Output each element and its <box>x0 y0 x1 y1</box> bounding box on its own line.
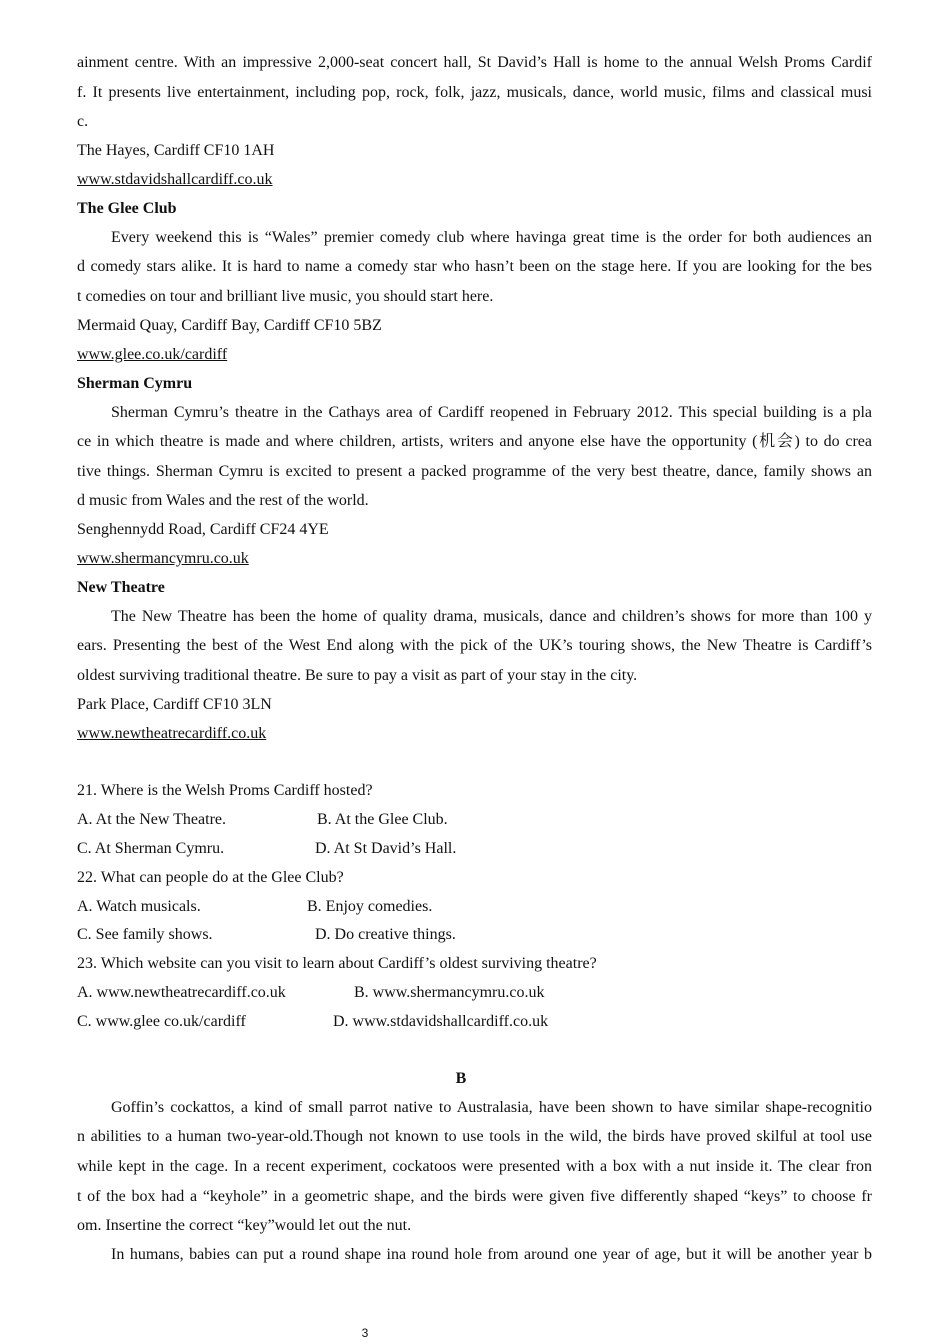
paragraph-line: ears. Presenting the best of the West End along with the pick of the UK’s touring shows, the New Theatre is Cardiff’s <box>77 637 872 654</box>
option-row <box>77 834 872 863</box>
paragraph-line: c. <box>77 113 89 130</box>
paragraph-line: The New Theatre has been the home of quality drama, musicals, dance and children’s shows for more than 100 y <box>111 608 872 625</box>
page-number: 3 <box>361 1326 369 1340</box>
address-line: Park Place, Cardiff CF10 3LN <box>77 696 272 713</box>
venue-heading: Sherman Cymru <box>77 375 193 392</box>
option-a: A. Watch musicals. <box>77 898 201 915</box>
option-row <box>77 892 872 921</box>
paragraph-line: tive things. Sherman Cymru is excited to present a packed programme of the very best theatre, dance, family shows an <box>77 463 872 480</box>
website-link[interactable]: www.shermancymru.co.uk <box>77 550 249 567</box>
website-link[interactable]: www.newtheatrecardiff.co.uk <box>77 725 267 742</box>
question-stem: 23. Which website can you visit to learn about Cardiff’s oldest surviving theatre? <box>77 955 597 972</box>
option-b: B. Enjoy comedies. <box>307 898 433 915</box>
option-d: D. At St David’s Hall. <box>315 840 457 857</box>
option-row <box>77 805 872 834</box>
option-d: D. www.stdavidshallcardiff.co.uk <box>333 1013 549 1030</box>
paragraph-line: In humans, babies can put a round shape ina round hole from around one year of age, but it will be another year b <box>111 1246 872 1263</box>
question-stem: 21. Where is the Welsh Proms Cardiff hosted? <box>77 782 373 799</box>
paragraph-line: d music from Wales and the rest of the world. <box>77 492 369 509</box>
question-stem: 22. What can people do at the Glee Club? <box>77 869 344 886</box>
paragraph-line: ainment centre. With an impressive 2,000-seat concert hall, St David’s Hall is home to the annual Welsh Proms Cardif <box>77 54 872 71</box>
option-row <box>77 1007 872 1036</box>
venue-heading: New Theatre <box>77 579 165 596</box>
website-link[interactable]: www.glee.co.uk/cardiff <box>77 346 228 363</box>
paragraph-line: n abilities to a human two-year-old.Though not known to use tools in the wild, the birds have proved skilful at tool use <box>77 1128 872 1145</box>
venue-heading: The Glee Club <box>77 200 177 217</box>
option-a: A. At the New Theatre. <box>77 811 226 828</box>
paragraph-line: oldest surviving traditional theatre. Be sure to pay a visit as part of your stay in the city. <box>77 667 638 684</box>
option-c: C. At Sherman Cymru. <box>77 840 225 857</box>
paragraph-line: t of the box had a “keyhole” in a geometric shape, and the birds were given five differently shaped “keys” to choose fr <box>77 1188 872 1205</box>
address-line: Mermaid Quay, Cardiff Bay, Cardiff CF10 5BZ <box>77 317 382 334</box>
section-heading: B <box>455 1070 467 1087</box>
address-line: Senghennydd Road, Cardiff CF24 4YE <box>77 521 329 538</box>
paragraph-line: Every weekend this is “Wales” premier comedy club where havinga great time is the order for both audiences an <box>111 229 872 246</box>
paragraph-line: om. Insertine the correct “key”would let out the nut. <box>77 1217 412 1234</box>
address-line: The Hayes, Cardiff CF10 1AH <box>77 142 275 159</box>
option-b: B. www.shermancymru.co.uk <box>354 984 545 1001</box>
option-row <box>77 920 872 949</box>
paragraph-line: f. It presents live entertainment, including pop, rock, folk, jazz, musicals, dance, world music, films and classical musi <box>77 84 872 101</box>
option-c: C. See family shows. <box>77 926 213 943</box>
option-b: B. At the Glee Club. <box>317 811 448 828</box>
paragraph-line: d comedy stars alike. It is hard to name a comedy star who hasn’t been on the stage here. If you are looking for the bes <box>77 258 872 275</box>
paragraph-line: t comedies on tour and brilliant live music, you should start here. <box>77 288 494 305</box>
option-a: A. www.newtheatrecardiff.co.uk <box>77 984 286 1001</box>
option-d: D. Do creative things. <box>315 926 456 943</box>
option-c: C. www.glee co.uk/cardiff <box>77 1013 246 1030</box>
paragraph-line: while kept in the cage. In a recent experiment, cockatoos were presented with a box with a nut inside it. The clear fron <box>77 1158 872 1175</box>
paragraph-line: Sherman Cymru’s theatre in the Cathays area of Cardiff reopened in February 2012. This special building is a pla <box>111 404 872 421</box>
paragraph-line: Goffin’s cockattos, a kind of small parrot native to Australasia, have been shown to have similar shape-recognitio <box>111 1099 872 1116</box>
website-link[interactable]: www.stdavidshallcardiff.co.uk <box>77 171 273 188</box>
option-row <box>77 978 872 1007</box>
paragraph-line: ce in which theatre is made and where children, artists, writers and anyone else have the opportunity (机会) to do crea <box>77 433 872 450</box>
